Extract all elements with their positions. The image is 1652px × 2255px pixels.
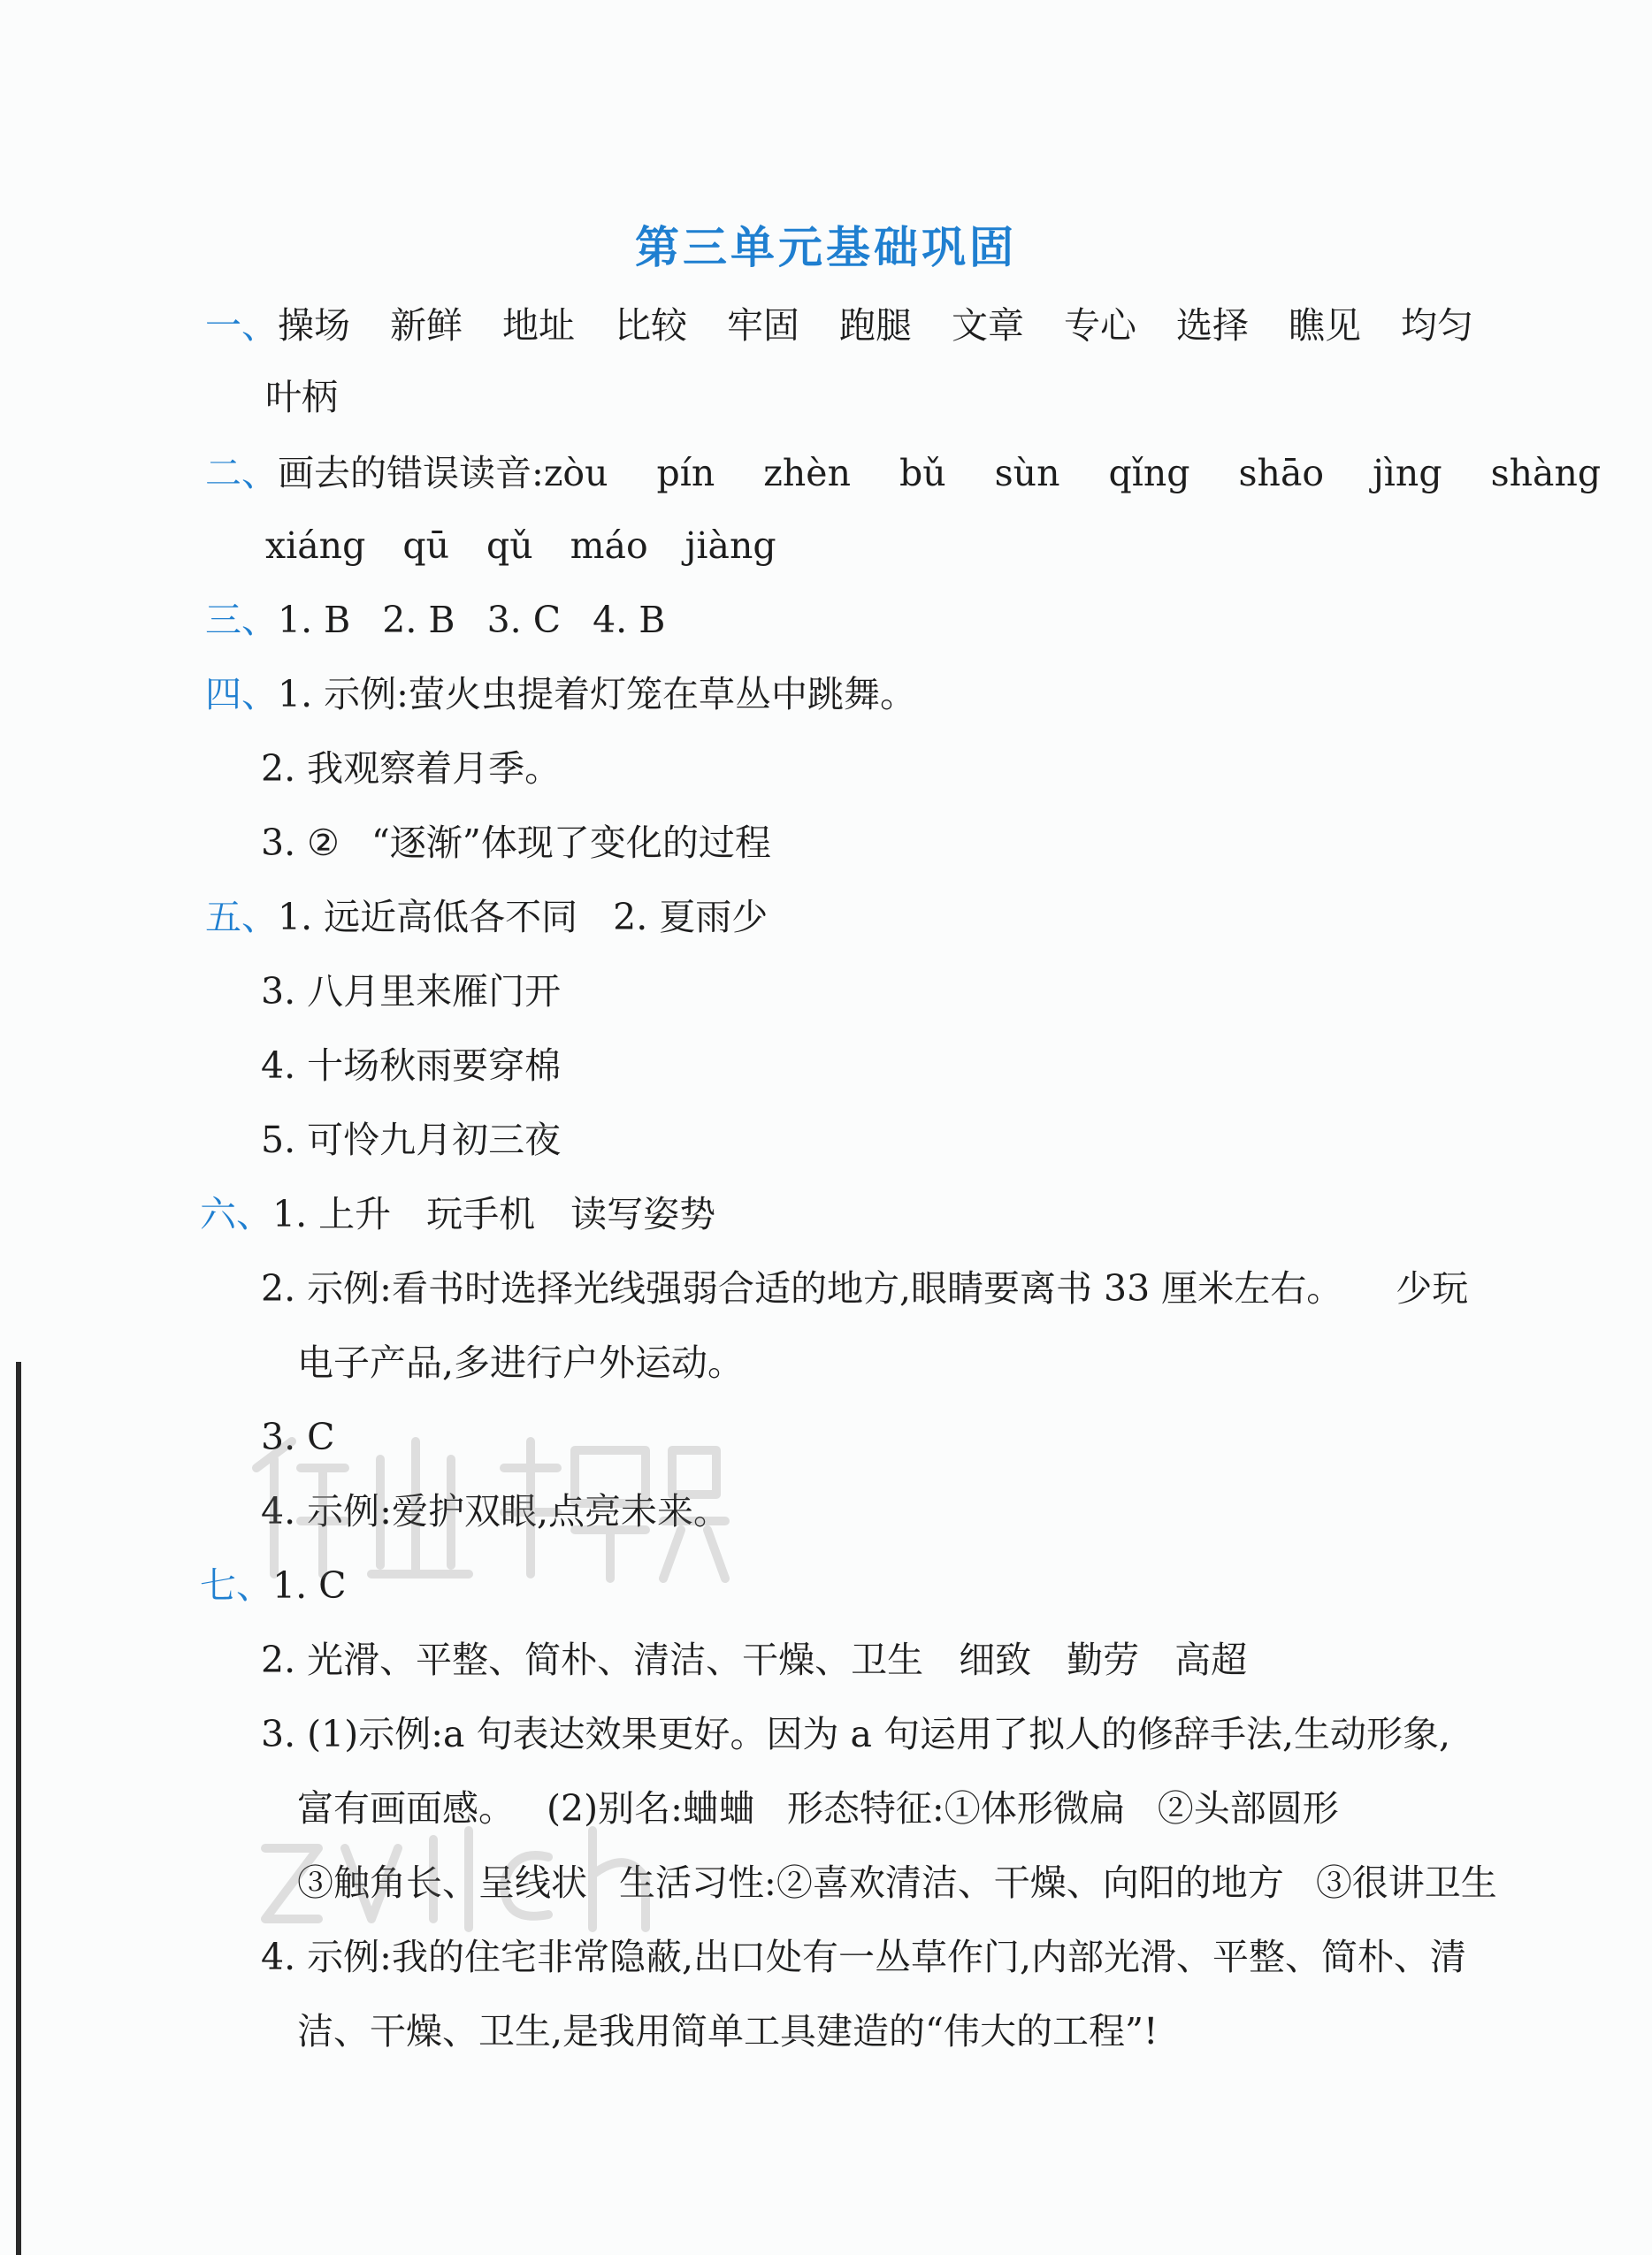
s2-pinyin-1: zòu	[543, 452, 608, 494]
s2-pinyin-3: zhèn	[763, 452, 851, 494]
section-7-number: 七、	[200, 1564, 272, 1607]
s4-answer-2: 2. 我观察着月季。	[261, 747, 562, 790]
section-1-line-1	[205, 303, 1473, 348]
s4-answer-3a: 3. ②	[261, 822, 340, 864]
s3-answer-3: 3. C	[486, 599, 562, 641]
s7-answer-4: 4. 示例:我的住宅非常隐蔽,出口处有一丛草作门,内部光滑、平整、简朴、清	[261, 1936, 1467, 1978]
s5-answer-4: 4. 十场秋雨要穿棉	[261, 1044, 562, 1087]
s1-item-10: 瞧见	[1289, 304, 1361, 347]
s6-answer-2b: 少玩	[1396, 1267, 1469, 1310]
s2-pinyin-9: shàng	[1490, 452, 1602, 494]
section-1-number: 一、	[205, 304, 278, 347]
section-7-line-1	[200, 1563, 347, 1608]
s1-item-11: 均匀	[1401, 304, 1473, 347]
s1-item-9: 选择	[1176, 304, 1249, 347]
s6-answer-2a: 2. 示例:看书时选择光线强弱合适的地方,眼睛要离书 33 厘米左右。	[261, 1267, 1343, 1310]
s5-answer-1: 1. 远近高低各不同	[278, 896, 578, 938]
s7-answer-2c: 勤劳	[1067, 1639, 1140, 1681]
section-1-line-2: 叶柄	[265, 376, 338, 418]
s2-pinyin-12: qǔ	[486, 524, 533, 567]
s6-answer-1c: 读写姿势	[570, 1193, 716, 1235]
s6-answer-3: 3. C	[261, 1416, 335, 1458]
s2-pinyin-13: máo	[570, 524, 648, 567]
s4-answer-3	[261, 821, 771, 865]
s1-item-4: 比较	[615, 304, 687, 347]
s1-item-7: 文章	[952, 304, 1024, 347]
s6-answer-1a: 1. 上升	[272, 1193, 392, 1235]
s6-answer-2	[261, 1266, 1468, 1311]
section-2-line-1	[205, 451, 1601, 495]
s7-answer-3-line5a: ③触角长、呈线状	[297, 1861, 587, 1904]
s7-answer-4-cont: 洁、干燥、卫生,是我用简单工具建造的“伟大的工程”!	[297, 2010, 1159, 2052]
s1-item-8: 专心	[1064, 304, 1136, 347]
s2-pinyin-14: jiàng	[685, 524, 776, 567]
section-5-number: 五、	[205, 896, 278, 938]
s7-answer-3-line4b: (2)别名:蛐蛐	[547, 1787, 755, 1830]
s2-label: 画去的错误读音:	[278, 452, 544, 494]
section-5-line-1	[205, 895, 768, 939]
s7-answer-3-cont-1	[297, 1786, 1339, 1831]
s7-answer-3-line5c: ③很讲卫生	[1315, 1861, 1497, 1904]
s3-answer-2: 2. B	[382, 599, 455, 641]
section-6-number: 六、	[200, 1193, 272, 1235]
page-edge-shadow	[16, 1362, 21, 2255]
s5-answer-2: 2. 夏雨少	[613, 896, 769, 938]
section-6-line-1	[200, 1192, 715, 1236]
s7-answer-3-line4a: 富有画面感。	[297, 1787, 515, 1830]
s7-answer-2d: 高超	[1174, 1639, 1248, 1681]
s2-pinyin-10: xiáng	[265, 524, 366, 567]
s2-pinyin-2: pín	[656, 452, 715, 494]
s2-pinyin-4: bǔ	[899, 452, 946, 494]
section-2-line-2	[265, 524, 776, 568]
s7-answer-3-line4d: ②头部圆形	[1157, 1787, 1339, 1830]
s7-answer-3-line5b: 生活习性:②喜欢清洁、干燥、向阳的地方	[619, 1861, 1284, 1904]
s1-item-5: 牢固	[727, 304, 799, 347]
s7-answer-2a: 2. 光滑、平整、简朴、清洁、干燥、卫生	[261, 1639, 924, 1681]
s1-item-6: 跑腿	[839, 304, 912, 347]
s7-answer-1: 1. C	[272, 1564, 347, 1607]
section-4-number: 四、	[205, 673, 278, 715]
s5-answer-5: 5. 可怜九月初三夜	[261, 1119, 562, 1161]
s5-answer-3: 3. 八月里来雁门开	[261, 970, 562, 1013]
section-4-line-1	[205, 672, 916, 716]
section-2-number: 二、	[205, 452, 278, 494]
s2-pinyin-7: shāo	[1238, 452, 1325, 494]
s7-answer-3-cont-2	[297, 1861, 1497, 1905]
s4-answer-1: 1. 示例:萤火虫提着灯笼在草丛中跳舞。	[278, 673, 916, 715]
s7-answer-2b: 细致	[959, 1639, 1032, 1681]
s3-answer-1: 1. B	[278, 599, 351, 641]
s6-answer-2-cont: 电子产品,多进行户外运动。	[297, 1342, 745, 1384]
s4-answer-3b: “逐渐”体现了变化的过程	[371, 822, 771, 864]
s6-answer-1b: 玩手机	[426, 1193, 536, 1235]
section-3-number: 三、	[205, 599, 278, 641]
s1-item-3: 地址	[502, 304, 575, 347]
s7-answer-2	[261, 1638, 1247, 1682]
section-3-line-1	[205, 598, 665, 642]
s2-pinyin-8: jìng	[1373, 452, 1442, 494]
s7-answer-3-line4c: 形态特征:①体形微扁	[786, 1787, 1126, 1830]
s2-pinyin-11: qū	[402, 524, 449, 567]
s2-pinyin-5: sùn	[994, 452, 1060, 494]
s7-answer-3: 3. (1)示例:a 句表达效果更好。因为 a 句运用了拟人的修辞手法,生动形象,	[261, 1713, 1451, 1755]
s2-pinyin-6: qǐng	[1108, 452, 1190, 494]
s6-answer-4: 4. 示例:爱护双眼,点亮未来。	[261, 1490, 730, 1533]
page-title: 第三单元基础巩固	[635, 222, 1017, 273]
s1-item-1: 操场	[278, 304, 350, 347]
s3-answer-4: 4. B	[593, 599, 666, 641]
s1-item-2: 新鲜	[390, 304, 463, 347]
